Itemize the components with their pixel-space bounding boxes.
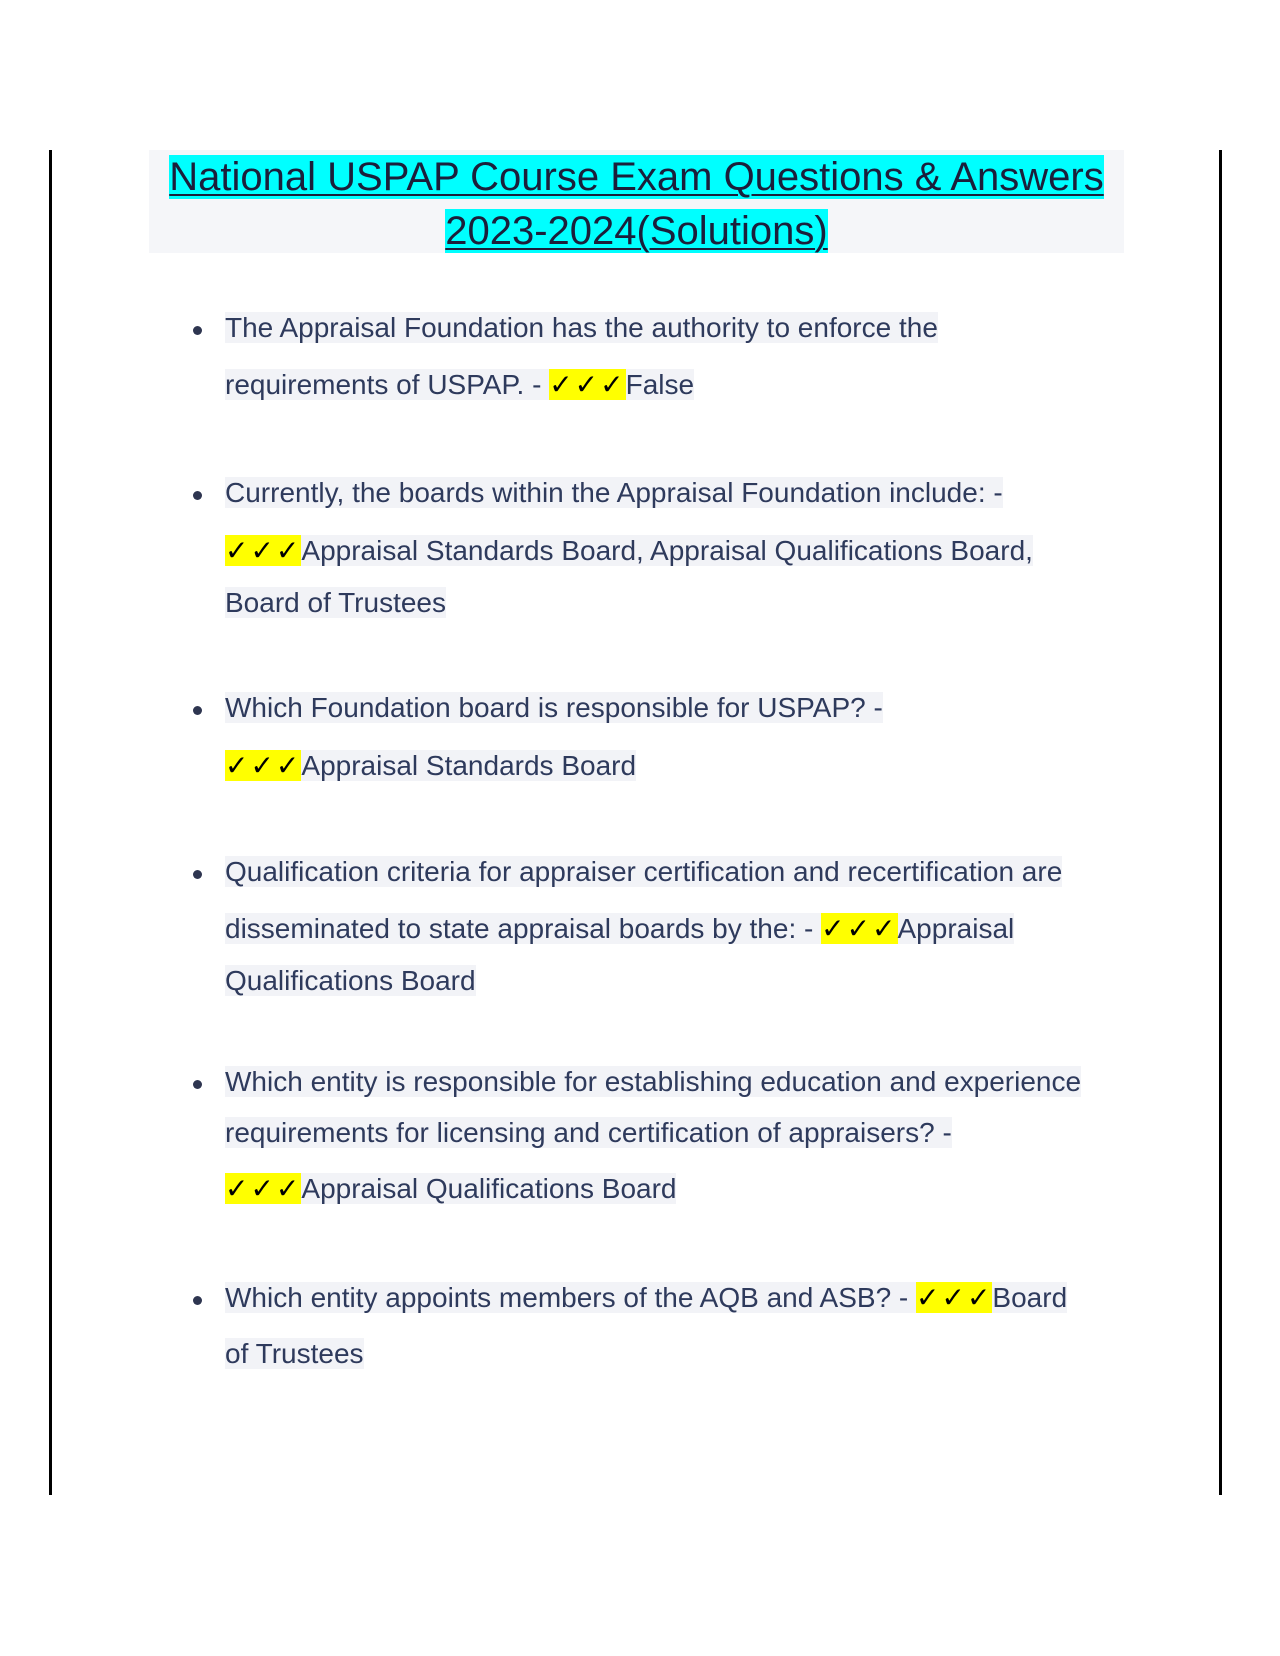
checkmark-icon: ✓✓✓: [225, 750, 302, 781]
bullet-icon: [193, 1080, 202, 1089]
question-text: Currently, the boards within the Appraisal Foundation include: -: [225, 477, 1003, 508]
answer-line: [225, 585, 446, 621]
checkmark-icon: ✓✓✓: [916, 1282, 993, 1313]
answer-text: Appraisal Qualifications Board: [301, 1173, 677, 1204]
answer-line: [225, 367, 694, 403]
question-line: [225, 475, 1003, 511]
question-line: [225, 1115, 952, 1151]
page-border-right: [1219, 150, 1222, 1495]
question-line: [225, 1280, 1067, 1316]
bullet-icon: [193, 1296, 202, 1305]
question-text: The Appraisal Foundation has the authority to enforce the: [225, 312, 938, 343]
title-line-2: [149, 204, 1124, 258]
answer-text: False: [625, 369, 695, 400]
answer-text: Board: [992, 1282, 1068, 1313]
answer-text: Appraisal Standards Board, Appraisal Qualifications Board,: [301, 535, 1033, 566]
question-text: Which Foundation board is responsible for USPAP? -: [225, 692, 883, 723]
question-text: disseminated to state appraisal boards by the: -: [225, 913, 822, 944]
answer-text: Appraisal: [897, 913, 1015, 944]
answer-text: of Trustees: [225, 1338, 364, 1369]
question-line: [225, 854, 1062, 890]
checkmark-icon: ✓✓✓: [225, 535, 302, 566]
question-text: requirements of USPAP. -: [225, 369, 550, 400]
question-text: requirements for licensing and certification of appraisers? -: [225, 1117, 952, 1148]
page-border-left: [49, 150, 52, 1495]
title-text-1: National USPAP Course Exam Questions & Answers: [169, 155, 1104, 199]
question-text: Which entity is responsible for establishing education and experience: [225, 1066, 1082, 1097]
document-title: [149, 150, 1124, 253]
question-text: Which entity appoints members of the AQB and ASB? -: [225, 1282, 917, 1313]
answer-line: [225, 748, 636, 784]
bullet-icon: [193, 870, 202, 879]
bullet-icon: [193, 706, 202, 715]
answer-line: [225, 1336, 364, 1372]
question-line: [225, 310, 938, 346]
answer-line: [225, 963, 476, 999]
answer-text: Appraisal Standards Board: [301, 750, 637, 781]
answer-line: [225, 911, 1014, 947]
title-text-2: 2023-2024(Solutions): [445, 209, 828, 253]
question-text: Qualification criteria for appraiser certification and recertification are: [225, 856, 1063, 887]
checkmark-icon: ✓✓✓: [549, 369, 626, 400]
checkmark-icon: ✓✓✓: [821, 913, 898, 944]
bullet-icon: [193, 491, 202, 500]
answer-text: Qualifications Board: [225, 965, 476, 996]
answer-line: [225, 1171, 676, 1207]
answer-line: [225, 533, 1033, 569]
question-line: [225, 690, 883, 726]
bullet-icon: [193, 326, 202, 335]
title-line-1: [149, 150, 1124, 204]
answer-text: Board of Trustees: [225, 587, 447, 618]
checkmark-icon: ✓✓✓: [225, 1173, 302, 1204]
question-line: [225, 1064, 1081, 1100]
